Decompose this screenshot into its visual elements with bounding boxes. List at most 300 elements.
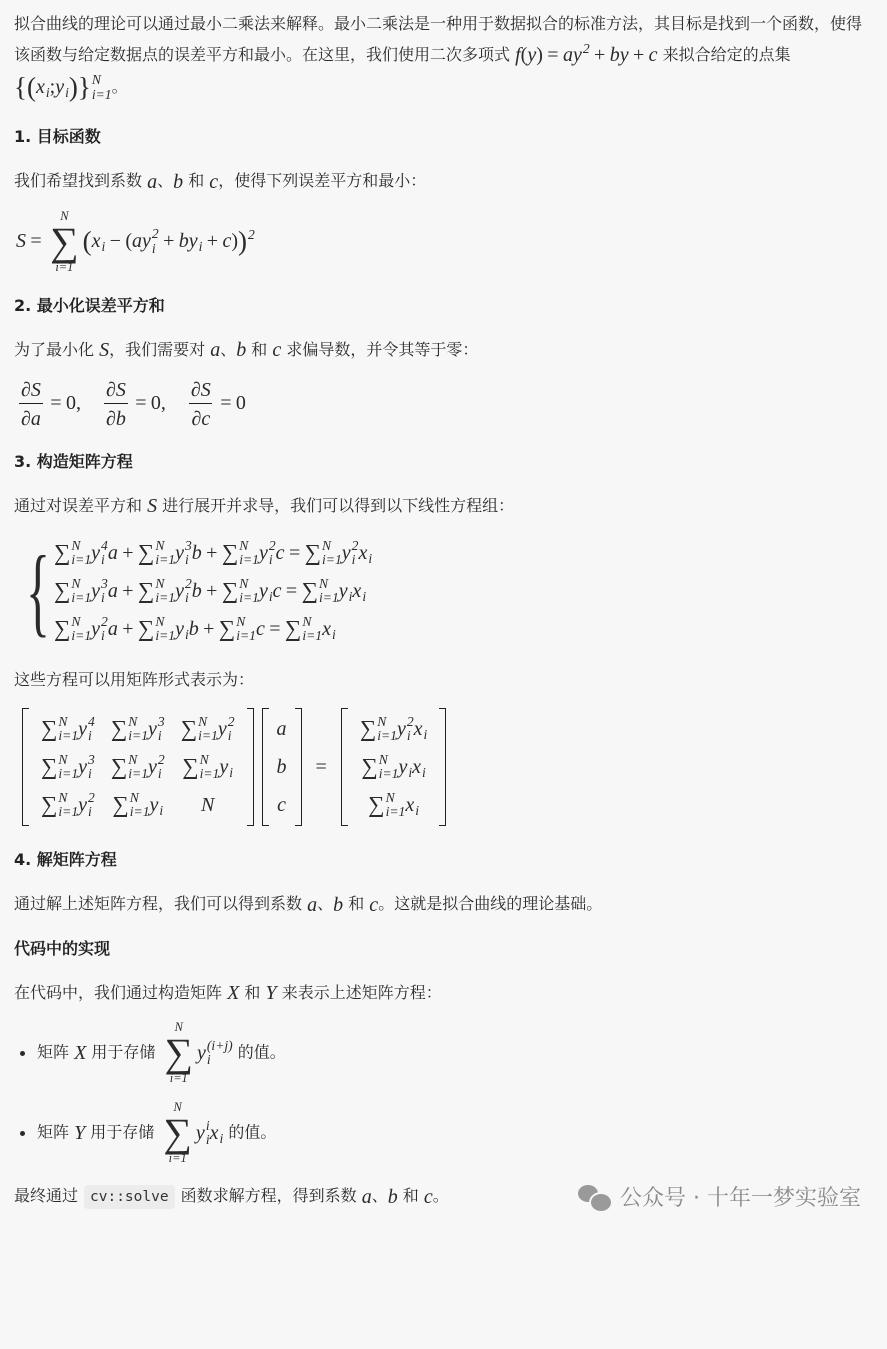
math (369, 891, 378, 919)
math-symbol: + (203, 617, 215, 640)
math-variable: y (619, 44, 629, 66)
text-segment: 拟合曲线的理论可以通过最小二乘法来解释。最小二乘法是一种用于数据拟合的标准方法，其目标是找到一个函数，使得该函数与给定数据点的误差平方和最小。在这里，我们使用二次多项式 (14, 14, 863, 64)
math (147, 168, 157, 196)
scripted (78, 715, 95, 744)
subscript: i=1 (129, 804, 150, 820)
sigma-symbol: ∑ (164, 1030, 194, 1076)
scripts (158, 715, 165, 744)
subscript: i=1 (239, 552, 259, 568)
scripts (377, 715, 397, 744)
math-variable: b (188, 617, 199, 640)
scripted (148, 753, 165, 782)
math-variable: b (387, 1185, 398, 1208)
subscript: i=1 (319, 590, 339, 606)
superscript: N (302, 614, 312, 630)
equals-sign: = (315, 755, 327, 778)
superscript: N (58, 790, 68, 806)
math-variable: x (209, 1121, 219, 1144)
subscript: i (406, 728, 411, 744)
scripts (185, 577, 192, 606)
subscript: i=1 (322, 552, 342, 568)
scripts (269, 539, 276, 568)
math-variable: a (30, 407, 41, 430)
lower-limit: i=1 (55, 259, 74, 274)
math-symbol: , (160, 392, 166, 415)
subscript: i (65, 84, 69, 100)
scripts (386, 791, 406, 820)
solve-paragraph (14, 890, 873, 919)
scripts (199, 240, 203, 254)
matrix-cell (103, 786, 173, 824)
math-variable: c (209, 170, 219, 193)
text-segment: 。 (432, 1186, 449, 1206)
math-variable: y (175, 617, 184, 640)
superscript: N (129, 790, 139, 806)
subscript: i (348, 588, 353, 604)
matrix-grid (269, 708, 295, 826)
delimiter: ( (26, 72, 36, 102)
math-variable: y (91, 541, 101, 564)
sigma-symbol: ∑ (41, 754, 58, 780)
subscript: i=1 (378, 766, 399, 782)
matrix-cell (269, 710, 295, 748)
text-segment: 来拟合给定的点集 (657, 45, 791, 64)
fraction (104, 378, 128, 430)
scripts (92, 73, 112, 102)
math (307, 891, 317, 919)
subscript: i (184, 552, 189, 568)
math-variable: c (201, 407, 211, 430)
math-symbol: 0 (150, 392, 161, 415)
superscript: N (71, 538, 81, 554)
scripts (200, 753, 220, 782)
math-variable: y (572, 44, 582, 66)
heading-minimize: 2. 最小化误差平方和 (14, 295, 165, 315)
superscript: N (385, 790, 395, 806)
math-symbol: = (50, 392, 62, 415)
math-variable: y (175, 579, 184, 602)
math-symbol: + (206, 230, 219, 253)
math (191, 408, 210, 430)
summation (50, 210, 79, 274)
text-segment: 和 (246, 339, 273, 359)
scripted (218, 715, 235, 744)
scripts (101, 240, 105, 254)
math-variable: X (74, 1041, 87, 1064)
scripted (175, 618, 189, 641)
math-symbol: + (206, 541, 218, 564)
subscript: i=1 (385, 804, 406, 820)
scripts (71, 539, 91, 568)
math-symbol: + (632, 44, 645, 66)
math-variable: x (322, 617, 331, 640)
scripted (189, 230, 203, 253)
math-variable: y (258, 579, 268, 602)
scripts (236, 615, 256, 644)
sigma-symbol: ∑ (182, 754, 199, 780)
scripts (362, 590, 366, 604)
math-variable: b (191, 579, 202, 602)
sigma-symbol: ∑ (359, 716, 377, 742)
text-segment: 在代码中，我们通过构造矩阵 (14, 982, 228, 1002)
scripts (219, 1132, 223, 1146)
superscript: N (319, 576, 329, 592)
math-variable: y (78, 793, 88, 816)
math-variable: S (30, 379, 41, 402)
superscript: N (239, 576, 249, 592)
text-segment: 进行展开并求导，我们可以得到以下线性方程组： (157, 495, 515, 515)
math-variable: S (147, 495, 158, 518)
implementation-paragraph (14, 979, 873, 1008)
scripted (36, 72, 50, 103)
superscript: 3 (157, 714, 165, 730)
scripts (88, 753, 95, 782)
matrix-cell (352, 748, 436, 786)
math (74, 1042, 86, 1065)
subscript: i (184, 626, 189, 642)
scripted (222, 539, 259, 568)
math (277, 794, 286, 817)
scripts (71, 615, 91, 644)
scripts (349, 590, 353, 604)
math-symbol: = (285, 579, 298, 602)
upper-limit: N (174, 1020, 183, 1035)
subscript: i (151, 240, 156, 256)
math (161, 1021, 233, 1085)
math-variable: Y (265, 982, 277, 1005)
math-variable: y (197, 1041, 206, 1064)
scripted (181, 715, 218, 744)
subscript: i=1 (91, 86, 112, 102)
superscript: N (58, 752, 68, 768)
matrix-equation (18, 708, 873, 826)
math (191, 379, 211, 401)
scripts (248, 228, 255, 242)
subscript: i (423, 726, 428, 742)
scripts (229, 766, 233, 780)
scripts (128, 753, 148, 782)
scripts (101, 539, 108, 568)
matrix-paragraph (14, 492, 873, 521)
matrix-cell (33, 748, 103, 786)
upper-limit: N (60, 208, 69, 223)
equation-row (54, 610, 372, 648)
wechat-icon (578, 1183, 612, 1211)
subscript: i=1 (302, 628, 323, 644)
subscript: i (101, 552, 105, 568)
scripted (55, 72, 69, 103)
denominator (19, 403, 43, 429)
superscript: N (128, 752, 138, 768)
text-segment: 。这就是拟合曲线的理论基础。 (378, 894, 603, 914)
math-symbol: = (220, 392, 232, 415)
scripted (41, 791, 78, 820)
math-variable: y (195, 1121, 205, 1144)
superscript: N (155, 538, 165, 554)
scripts (101, 577, 108, 606)
heading-implementation: 代码中的实现 (14, 938, 111, 958)
text-segment: 来表示上述矩阵方程： (276, 982, 442, 1002)
scripts (128, 715, 148, 744)
math (54, 539, 372, 568)
subscript: i=1 (236, 628, 256, 644)
math-variable: c (648, 44, 658, 66)
scripts (58, 791, 78, 820)
objective-equation (16, 210, 873, 274)
subscript: i=1 (198, 728, 218, 744)
math (54, 577, 366, 606)
superscript: 2 (582, 41, 590, 57)
watermark (578, 1181, 861, 1212)
superscript: 2 (88, 790, 95, 806)
sigma-symbol: ∑ (218, 616, 236, 642)
math (360, 715, 428, 744)
math-variable: a (276, 717, 287, 740)
math-variable: y (175, 541, 184, 564)
subscript: i (331, 626, 336, 642)
subscript: i (362, 588, 367, 604)
scripts (379, 753, 399, 782)
subscript: i=1 (71, 552, 92, 568)
math-symbol: ∂ (191, 407, 202, 430)
matrix-cell (103, 748, 173, 786)
scripts (207, 1039, 233, 1068)
subscript: i=1 (155, 590, 176, 606)
scripted (142, 227, 159, 256)
text-segment: 的值。 (232, 1042, 286, 1062)
fraction (189, 378, 213, 430)
delimiter: { (14, 72, 27, 102)
math-symbol (166, 392, 186, 415)
sigma-symbol: ∑ (50, 218, 79, 264)
scripted (398, 756, 412, 779)
text-segment: 求偏导数，并令其等于零： (281, 339, 479, 359)
math (210, 336, 220, 364)
scripted (41, 715, 78, 744)
list-item (16, 1021, 873, 1085)
subscript: i (101, 590, 105, 606)
math-variable: b (236, 339, 247, 362)
scripted (196, 1119, 210, 1148)
math-variable: b (173, 170, 184, 193)
superscript: 3 (101, 576, 108, 592)
math-symbol: ∂ (21, 407, 31, 430)
upper-limit: N (173, 1100, 182, 1115)
math-variable: y (148, 717, 157, 740)
scripted (138, 615, 175, 644)
math-variable: y (78, 717, 88, 740)
scripts (46, 86, 50, 100)
matrix-cell (173, 710, 243, 748)
superscript: N (198, 714, 208, 730)
subscript: i (351, 552, 356, 568)
scripts (158, 753, 165, 782)
scripts (583, 42, 590, 56)
superscript: N (71, 614, 81, 630)
math-variable: y (217, 717, 227, 740)
math-variable: x (413, 717, 423, 740)
scripted (405, 794, 419, 817)
text-segment: 和 (183, 171, 210, 190)
math-variable: b (276, 755, 287, 778)
math-variable: c (222, 230, 232, 253)
math-symbol: ; (49, 76, 56, 98)
math-symbol: ) (536, 44, 543, 66)
denominator (104, 403, 128, 429)
superscript: N (199, 752, 209, 768)
sigma-symbol: ∑ (54, 540, 71, 566)
matrix-cell (269, 786, 295, 824)
math-symbol: − (109, 230, 121, 253)
text-segment: 的值。 (223, 1122, 277, 1142)
math-variable: c (423, 1185, 433, 1208)
scripted (302, 577, 339, 606)
math-variable: a (361, 1185, 372, 1208)
rhs-vector (341, 708, 447, 826)
text-segment: 、 (317, 894, 334, 914)
math-symbol: ∂ (21, 379, 31, 402)
math (424, 1183, 433, 1211)
math-variable: f (515, 44, 521, 66)
math-variable: b (191, 541, 202, 564)
matrix-cell (352, 710, 436, 748)
math-symbol: = (30, 230, 42, 253)
superscript: 2 (101, 614, 108, 630)
final-row (14, 1181, 873, 1212)
math (182, 753, 233, 782)
scripted (197, 1039, 233, 1068)
subscript: i (229, 764, 234, 780)
sigma-symbol: ∑ (361, 754, 378, 780)
math-variable: y (219, 755, 229, 778)
fraction (19, 378, 43, 430)
subscript: i=1 (155, 552, 176, 568)
superscript: 2 (248, 227, 255, 243)
text-segment: 这些方程可以用矩阵形式表示为： (14, 670, 255, 690)
delimiter: ( (82, 226, 92, 257)
math (99, 336, 109, 364)
math (41, 791, 95, 820)
scripts (155, 539, 175, 568)
denominator (189, 403, 212, 429)
scripted (182, 753, 219, 782)
sigma-symbol: ∑ (180, 716, 198, 742)
delimiter: ) (68, 72, 78, 102)
math-variable: y (338, 579, 348, 602)
math-symbol: + (594, 44, 606, 66)
scripts (352, 539, 359, 568)
math-variable: N (200, 793, 215, 816)
math-variable: a (131, 230, 142, 253)
superscript: 3 (184, 538, 192, 554)
superscript: N (377, 714, 387, 730)
superscript: N (58, 714, 68, 730)
matrix-cell (173, 786, 243, 824)
scripted (210, 1122, 224, 1145)
scripted (54, 539, 91, 568)
superscript: 2 (406, 714, 414, 730)
math-symbol: + (163, 230, 175, 253)
final-paragraph (14, 1182, 449, 1211)
sigma-symbol: ∑ (54, 578, 71, 604)
matrix-cell (269, 748, 295, 786)
scripts (269, 590, 273, 604)
math-symbol: 0 (65, 392, 76, 415)
scripted (148, 715, 165, 744)
superscript: N (236, 614, 246, 630)
intro-paragraph (14, 8, 873, 103)
linear-system-rows (54, 534, 372, 648)
scripts (415, 804, 419, 818)
subscript: i=1 (128, 766, 148, 782)
superscript: (i+j) (206, 1038, 233, 1054)
subscript: i (88, 804, 92, 820)
text-segment: 、 (157, 171, 174, 190)
scripts (422, 766, 426, 780)
math-variable: a (107, 579, 118, 602)
minimize-paragraph (14, 336, 873, 365)
scripted (342, 539, 359, 568)
bullet-dot (20, 1051, 25, 1056)
scripted (138, 539, 175, 568)
math-variable: a (307, 893, 318, 916)
superscript: N (239, 538, 249, 554)
list-item-text (37, 1021, 286, 1085)
linear-system (14, 534, 873, 648)
inline-code: cv::solve (84, 1185, 175, 1209)
matrix-form-paragraph (14, 666, 873, 694)
scripts (228, 715, 235, 744)
superscript: 2 (268, 538, 276, 554)
math-variable: b (609, 44, 620, 66)
math-variable: a (147, 170, 158, 193)
sigma-symbol: ∑ (137, 616, 155, 642)
math (112, 791, 163, 820)
math-symbol: + (122, 541, 134, 564)
text-segment: 通过解上述矩阵方程，我们可以得到系数 (14, 894, 308, 914)
math (159, 1101, 223, 1165)
math-variable: x (412, 755, 422, 778)
delimiter: ) (238, 226, 248, 257)
text-segment: ，我们需要对 (109, 339, 211, 359)
text-segment: ，使得下列误差平方和最小： (218, 171, 427, 190)
math-variable: x (91, 230, 101, 253)
equation-row (54, 534, 372, 572)
scripts (368, 552, 372, 566)
text-segment: 通过对误差平方和 (14, 495, 148, 515)
scripted (91, 615, 108, 644)
math (361, 753, 426, 782)
math-symbol: ( (125, 230, 132, 253)
superscript: i (205, 1118, 210, 1134)
scripts (198, 715, 218, 744)
scripted (138, 577, 175, 606)
scripts (88, 715, 95, 744)
math-variable: S (99, 339, 110, 362)
sigma-symbol: ∑ (41, 792, 58, 818)
math-variable: x (405, 793, 415, 816)
subscript: i (88, 766, 92, 782)
scripted (54, 615, 91, 644)
sigma-symbol: ∑ (163, 1110, 192, 1156)
math (272, 336, 281, 364)
scripts (88, 791, 95, 820)
scripted (259, 539, 276, 568)
subscript: i (157, 766, 162, 782)
subscript: i (219, 1130, 224, 1146)
left-brace: { (26, 535, 50, 647)
math-variable: S (16, 230, 26, 253)
